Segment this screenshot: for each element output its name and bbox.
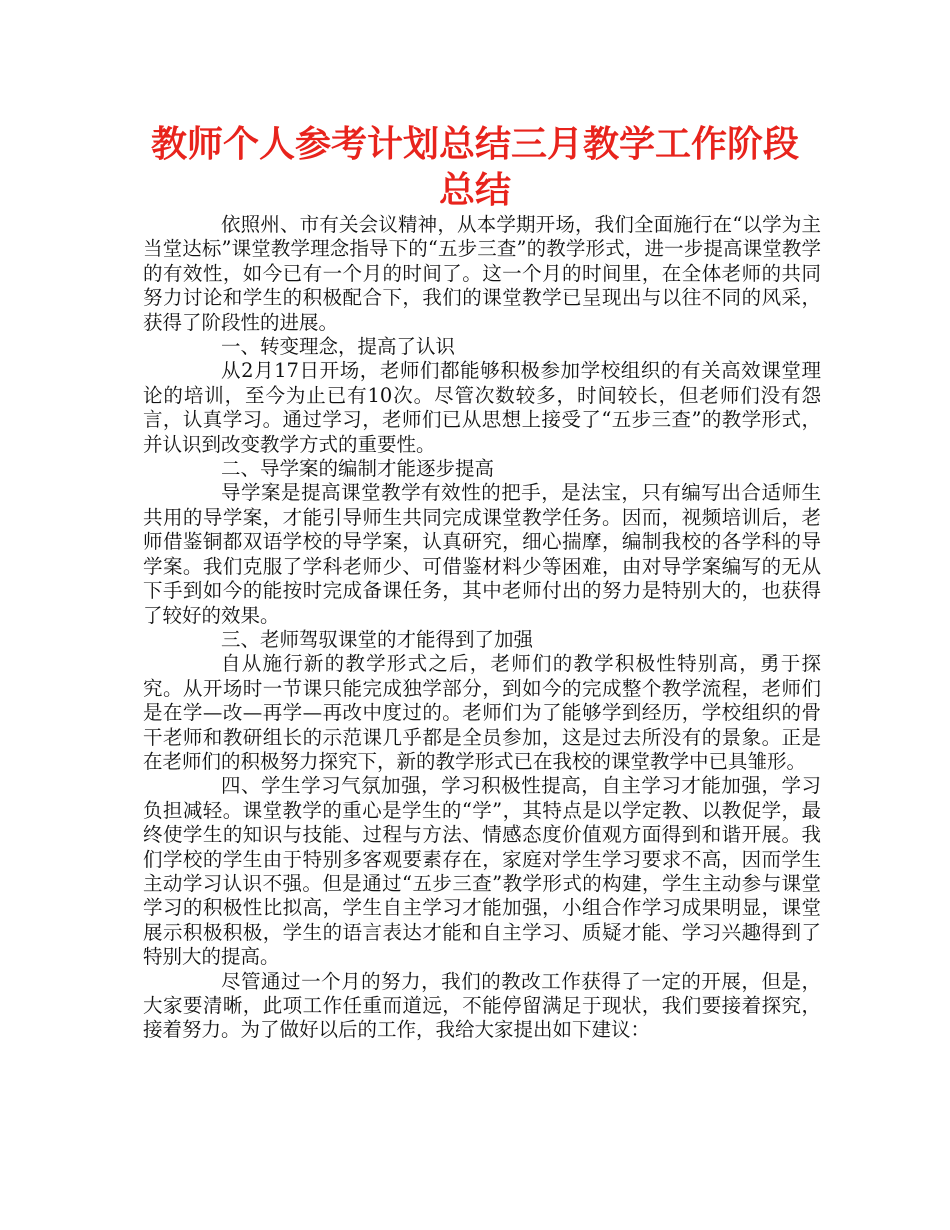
paragraph-section-3: 自从施行新的教学形式之后，老师们的教学积极性特别高，勇于探究。从开场时一节课只能完成独学部分，到如今的完成整个教学流程，老师们是在学—改—再学—再改中度过的。老师们为了能够学到经历，学校组织的骨干老师和教研组长的示范课几乎都是全员参加，这是过去所没有的景象。正是在老师们的积极努力探究下，新的教学形式已在我校的课堂教学中已具雏形。 [143,652,821,773]
paragraph-intro: 依照州、市有关会议精神，从本学期开场，我们全面施行在“以学为主 当堂达标”课堂教学理念指导下的“五步三查”的教学形式，进一步提高课堂教学的有效性，如今已有一个月的时间了。这一个月的时间里，在全体老师的共同努力讨论和学生的积极配合下，我们的课堂教学已呈现出与以往不同的风采，获得了阶段性的进展。 [143,213,821,334]
paragraph-section-4: 四、学生学习气氛加强，学习积极性提高，自主学习才能加强，学习负担减轻。课堂教学的重心是学生的“学”，其特点是以学定教、以教促学，最终使学生的知识与技能、过程与方法、情感态度价值观方面得到和谐开展。我们学校的学生由于特别多客观要素存在，家庭对学生学习要求不高，因而学生主动学习认识不强。但是通过“五步三查”教学形式的构建，学生主动参与课堂学习的积极性比拟高，学生自主学习才能加强，小组合作学习成果明显，课堂展示积极积极，学生的语言表达才能和自主学习、质疑才能、学习兴趣得到了特别大的提高。 [143,774,821,969]
paragraph-conclusion: 尽管通过一个月的努力，我们的教改工作获得了一定的开展，但是，大家要清晰，此项工作任重而道远，不能停留满足于现状，我们要接着探究，接着努力。为了做好以后的工作，我给大家提出如下建议： [143,969,821,1042]
section-heading-1: 一、转变理念，提高了认识 [221,335,456,359]
document-title: 教师个人参考计划总结三月教学工作阶段总结 [150,124,799,211]
section-heading-3: 三、老师驾驭课堂的才能得到了加强 [221,627,534,651]
paragraph-section-2: 导学案是提高课堂教学有效性的把手，是法宝，只有编写出合适师生共用的导学案，才能引导师生共同完成课堂教学任务。因而，视频培训后，老师借鉴铜都双语学校的导学案，认真研究，细心揣摩，编制我校的各学科的导学案。我们克服了学科老师少、可借鉴材料少等困难，由对导学案编写的无从下手到如今的能按时完成备课任务，其中老师付出的努力是特别大的，也获得了较好的效果。 [143,481,821,627]
section-heading-2: 二、导学案的编制才能逐步提高 [221,457,495,481]
paragraph-section-1: 从2月17日开场，老师们都能够积极参加学校组织的有关高效课堂理论的培训，至今为止已有10次。尽管次数较多，时间较长，但老师们没有怨言，认真学习。通过学习，老师们已从思想上接受了“五步三查”的教学形式，并认识到改变教学方式的重要性。 [143,359,821,456]
document-body [143,213,821,1043]
